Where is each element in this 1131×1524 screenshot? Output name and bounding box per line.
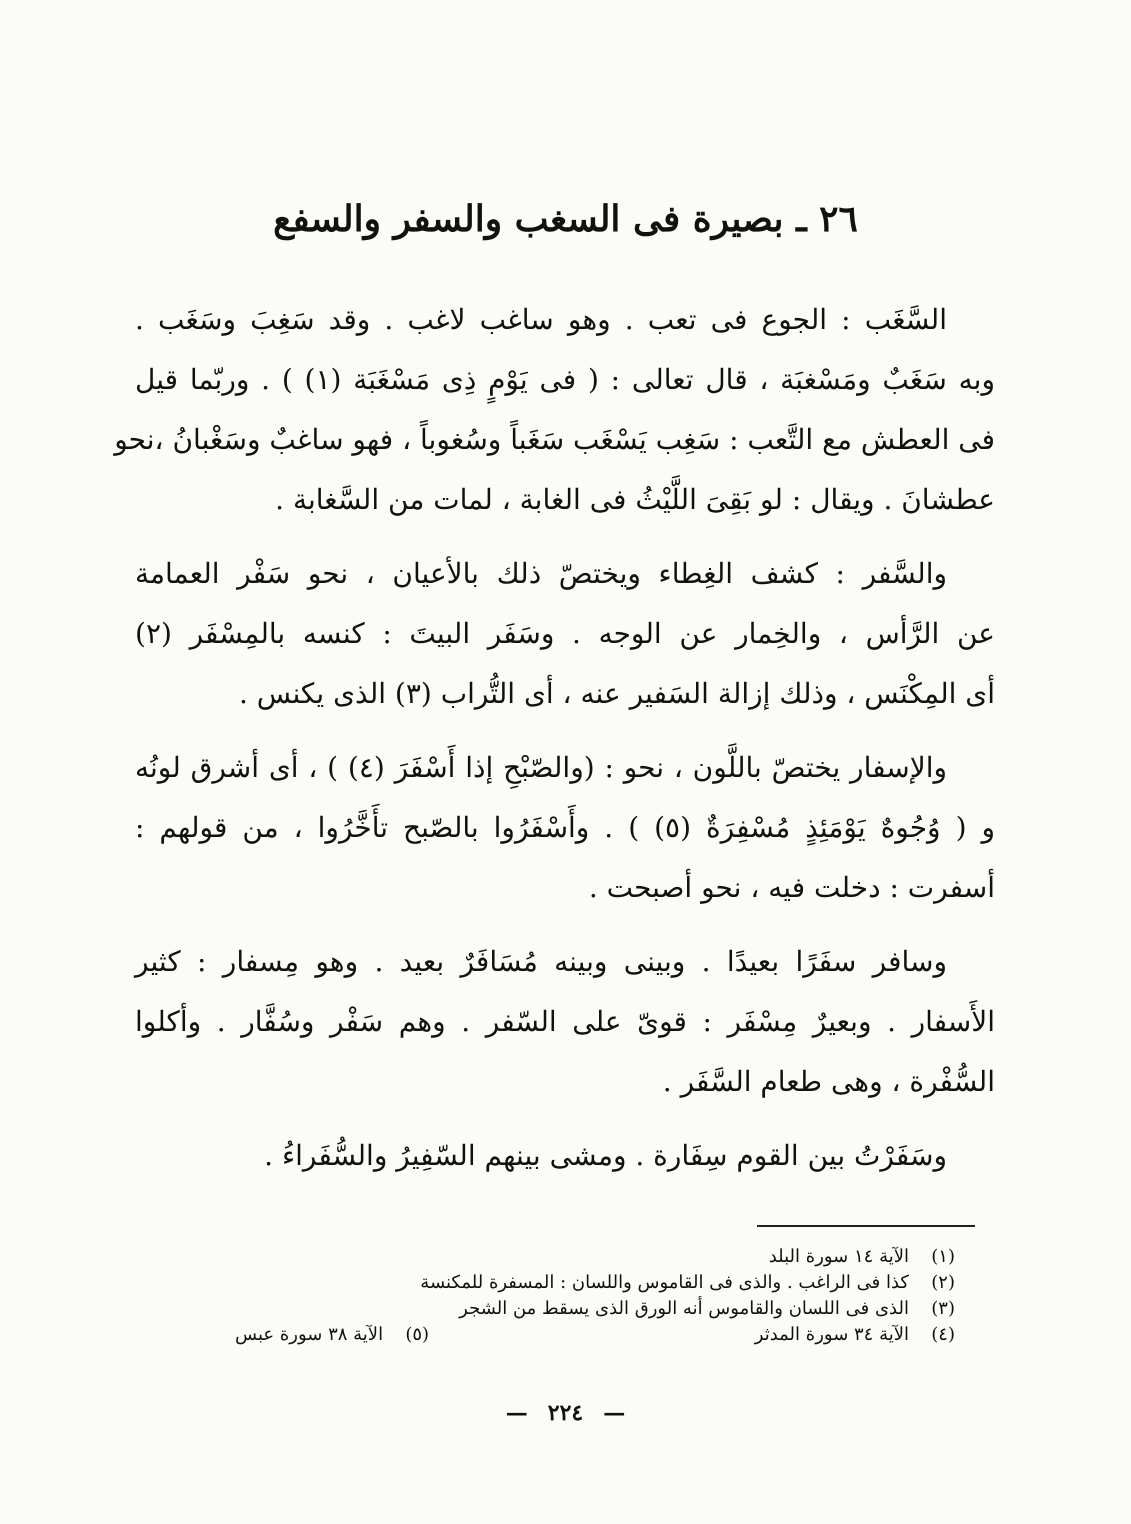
body-text: [114, 290, 995, 1200]
footnote-divider: [757, 1225, 975, 1227]
footnote-4: [755, 1322, 955, 1348]
text-line: والسَّفر : كشف الغِطاء ويختصّ ذلك بالأعيان ، نحو سَفْر العمامة: [135, 557, 947, 590]
text-line: السَّغَب : الجوع فى تعب . وهو ساغب لاغب . وقد سَغِبَ وسَغَب .: [135, 303, 947, 336]
footnote-5: [235, 1322, 429, 1348]
text-line: عن الرَّأس ، والخِمار عن الوجه . وسَفَر البيتَ : كنسه بالمِسْفَر (٢): [135, 617, 995, 650]
footnote-number: (٥): [405, 1324, 430, 1345]
footnote-number: (٣): [931, 1298, 955, 1319]
page-number-dash: —: [603, 1400, 626, 1426]
text-line: فى العطش مع التَّعب : سَغِب يَسْغَب سَغَباً وسُغوباً ، فهو ساغبٌ وسَغْبانُ ،نحو: [114, 423, 995, 456]
paragraph-sagab: [114, 290, 995, 530]
footnote-row-4-5: [235, 1322, 955, 1348]
footnote-text: الآية ٣٨ سورة عبس: [235, 1324, 384, 1345]
footnote-text: الذى فى اللسان والقاموس أنه الورق الذى يسقط من الشجر: [459, 1298, 909, 1319]
paragraph-sifara: [135, 1126, 995, 1186]
text-line: و ( وُجُوهٌ يَوْمَئِذٍ مُسْفِرَةٌ (٥) ) . وأَسْفَرُوا بالصّبح تأَخَّرُوا ، من قولهم :: [135, 811, 995, 844]
footnote-text: كذا فى الراغب . والذى فى القاموس واللسان : المسفرة للمكنسة: [420, 1272, 909, 1293]
footnote-text: الآية ٣٤ سورة المدثر: [754, 1324, 909, 1345]
text-line: وبه سَغَبٌ ومَسْغبَة ، قال تعالى : ( فى يَوْمٍ ذِى مَسْغَبَة (١) ) . وربّما قيل: [135, 363, 995, 396]
footnote-text: الآية ١٤ سورة البلد: [768, 1246, 909, 1267]
footnote-number: (٢): [931, 1272, 955, 1293]
text-line: الأَسفار . وبعيرٌ مِسْفَر : قوىّ على السّفر . وهم سَفْر وسُفَّار . وأكلوا: [135, 1005, 995, 1038]
text-line: أسفرت : دخلت فيه ، نحو أصبحت .: [588, 871, 995, 904]
footnote-1: [235, 1244, 955, 1270]
footnote-number: (٤): [931, 1324, 955, 1345]
footnote-2: [235, 1270, 955, 1296]
text-line: وسافر سفَرًا بعيدًا . وبينى وبينه مُسَافَرٌ بعيد . وهو مِسفار : كثير: [135, 945, 947, 978]
text-line: أى المِكْنَس ، وذلك إزالة السَفير عنه ، أى التُّراب (٣) الذى يكنس .: [238, 677, 995, 710]
page-number-dash: —: [505, 1400, 528, 1426]
footnotes: [235, 1244, 955, 1348]
paragraph-travel: [135, 932, 995, 1112]
text-line: عطشانَ . ويقال : لو بَقِىَ اللَّيْثُ فى الغابة ، لمات من السَّغابة .: [275, 483, 995, 516]
text-line: وسَفَرْتُ بين القوم سِفَارة . ومشى بينهم السّفِيرُ والسُّفَراءُ .: [264, 1139, 947, 1172]
paragraph-isfar: [135, 738, 995, 918]
paragraph-safar: [135, 544, 995, 724]
page-number: [0, 1400, 1131, 1426]
footnote-number: (١): [931, 1246, 955, 1267]
text-line: والإسفار يختصّ باللَّون ، نحو : (والصّبْحِ إذا أَسْفَرَ (٤) ) ، أى أشرق لونُه: [135, 751, 948, 784]
page-number-value: ٢٢٤: [547, 1400, 584, 1426]
footnote-3: [235, 1296, 955, 1322]
text-line: السُّفْرة ، وهى طعام السَّفَر .: [662, 1065, 995, 1098]
section-title: ٢٦ ـ بصيرة فى السغب والسفر والسفع: [273, 198, 858, 240]
